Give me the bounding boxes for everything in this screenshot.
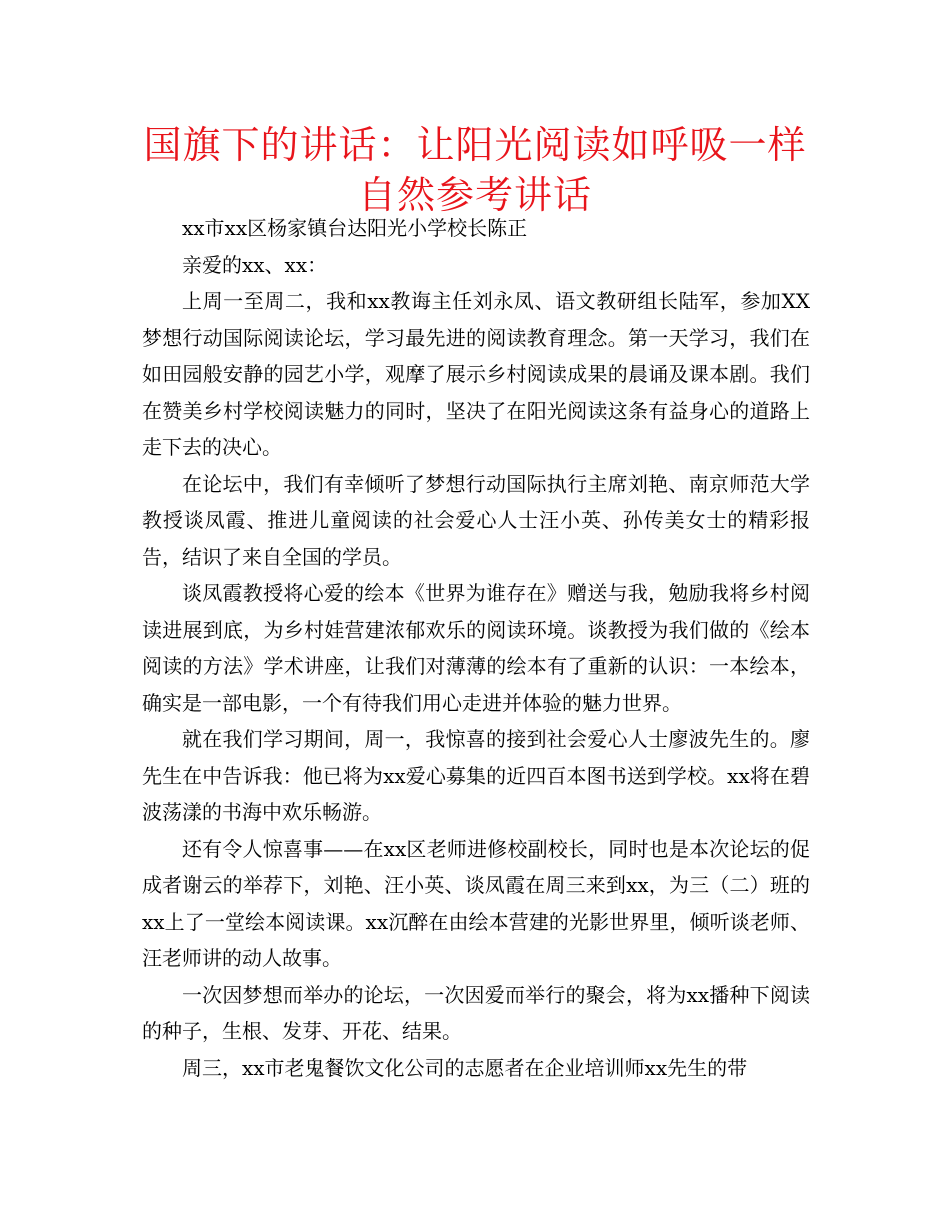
document-title: 国旗下的讲话：让阳光阅读如呼吸一样自然参考讲话 [143, 123, 807, 217]
paragraph: 上周一至周二，我和xx教诲主任刘永凤、语文教研组长陆军，参加XX梦想行动国际阅读论坛，学习最先进的阅读教育理念。第一天学习，我们在如田园般安静的园艺小学，观摩了展示乡村阅读成果的晨诵及课本剧。我们在赞美乡村学校阅读魅力的同时，坚决了在阳光阅读这条有益身心的道路上走下去的决心。 [142, 289, 810, 459]
paragraph: 就在我们学习期间，周一，我惊喜的接到社会爱心人士廖波先生的。廖先生在中告诉我：他已将为xx爱心募集的近四百本图书送到学校。xx将在碧波荡漾的书海中欢乐畅游。 [142, 727, 810, 824]
author-line: xx市xx区杨家镇台达阳光小学校长陈正 [182, 216, 528, 240]
paragraph: 还有令人惊喜事——在xx区老师进修校副校长，同时也是本次论坛的促成者谢云的举荐下，刘艳、汪小英、谈凤霞在周三来到xx，为三（二）班的xx上了一堂绘本阅读课。xx沉醉在由绘本营建的光影世界里，倾听谈老师、汪老师讲的动人故事。 [142, 836, 810, 970]
document-body [142, 210, 810, 1086]
paragraph: 在论坛中，我们有幸倾听了梦想行动国际执行主席刘艳、南京师范大学教授谈凤霞、推进儿童阅读的社会爱心人士汪小英、孙传美女士的精彩报告，结识了来自全国的学员。 [142, 471, 810, 569]
salutation: 亲爱的xx、xx： [182, 252, 328, 277]
paragraph: 谈凤霞教授将心爱的绘本《世界为谁存在》赠送与我，勉励我将乡村阅读进展到底，为乡村娃营建浓郁欢乐的阅读环境。谈教授为我们做的《绘本阅读的方法》学术讲座，让我们对薄薄的绘本有了重新的认识：一本绘本，确实是一部电影，一个有待我们用心走进并体验的魅力世界。 [142, 581, 810, 715]
paragraph: 周三，xx市老鬼餐饮文化公司的志愿者在企业培训师xx先生的带 [182, 1055, 748, 1080]
paragraph: 一次因梦想而举办的论坛，一次因爱而举行的聚会，将为xx播种下阅读的种子，生根、发芽、开花、结果。 [142, 982, 810, 1043]
